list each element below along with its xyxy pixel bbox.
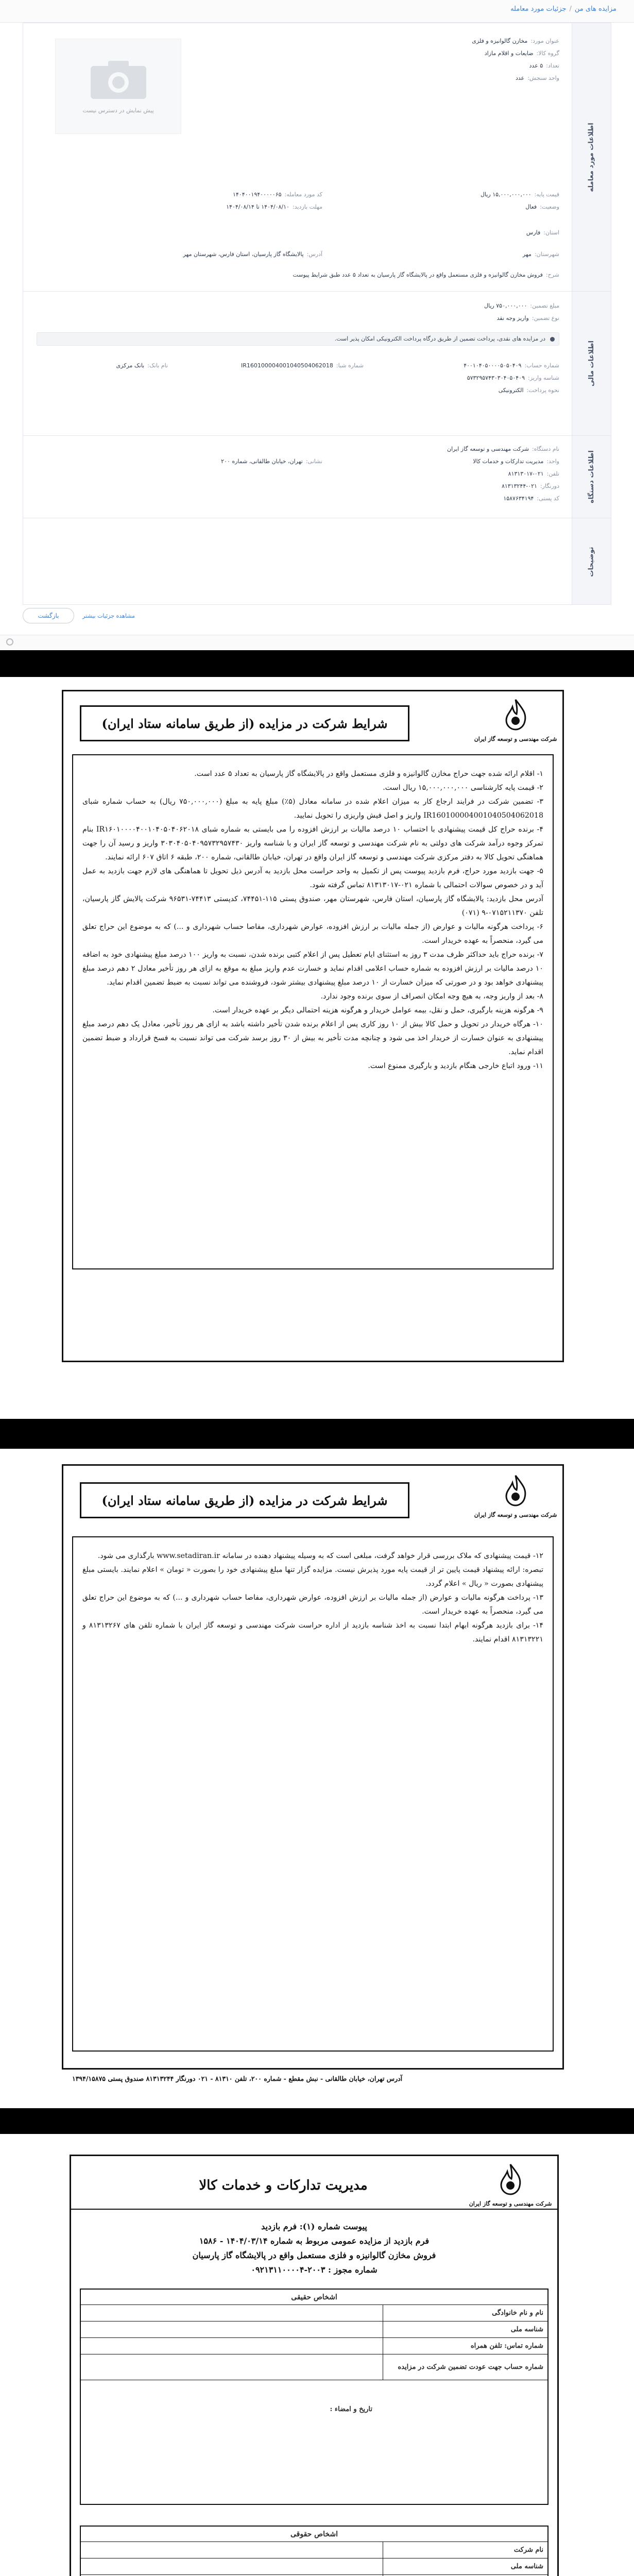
field-payer-id: شناسه واریز:۵۷۳۲۹۵۷۴۳۰۳۰۴۰۵۰۴۰۹ xyxy=(467,375,559,381)
term-item: ۳- تضمین شرکت در فرایند ارجاع کار به میزان اعلام شده در سامانه معادل (۵٪) مبلغ پایه به مبلغ (۷۵۰,۰۰۰,۰۰۰ ریال) به حساب شماره شبای IR160100004001040504062018 واریز و اصل فیش واریزی را تحویل نمایید. xyxy=(82,798,543,820)
field-description: شرح:فروش مخازن گالوانیزه و فلزی مستعمل واقع در پالایشگاه گاز پارسیان به تعداد ۵ عدد طبق شرایط پیوست xyxy=(293,272,559,278)
document-page-3 xyxy=(0,2134,634,2576)
table-row: شماره حساب جهت عودت تضمین شرکت در مزایده xyxy=(81,2354,547,2380)
top-bar xyxy=(0,0,634,23)
field-sheba: شماره شبا:IR160100004001040504062018 xyxy=(241,362,364,369)
table-row: نام و نام خانوادگی xyxy=(81,2305,547,2321)
form-line: پیوست شماره (۱): فرم بازدید xyxy=(261,2222,367,2231)
field-title: عنوان مورد:مخازن گالوانیزه و فلزی xyxy=(472,38,559,44)
field-deposit-type: نوع تضمین:واریز وجه نقد xyxy=(496,315,559,321)
term-item: ۷- برنده حراج باید حداکثر ظرف مدت ۳ روز به استثنای ایام تعطیل پس از اعلام کتبی برنده شدن، نسبت به واریز ۱۰۰ درصد مبلغ پیشنهادی خود به اضافه ۱۰ درصد مالیات بر ارزش افزوده به شماره حساب اعلامی اقدام نماید و خسارت عدم واریز مبلغ به موقع به ازای هر روز تأخیر معادل ۲ دهم درصد مبلغ پیشنهادی خواهد بود و در صورتی که میزان خسارت از ۱۰ درصد مبلغ پیشنهادی بیشتر شود، فروشنده می تواند نسبت به ضبط تضمین اقدام نماید. xyxy=(82,951,543,987)
field-org-postal: کد پستی:۱۵۸۷۶۳۴۱۹۴ xyxy=(503,495,559,502)
image-placeholder-icon xyxy=(88,59,149,102)
form-line: فرم بازدید از مزایده عمومی مربوط به شماره ۱۴۰۴/۰۳/۱۴ - ۱۵۸۶ xyxy=(199,2236,430,2246)
field-org-name: نام دستگاه:شرکت مهندسی و توسعه گاز ایران xyxy=(447,446,559,452)
table-row: شناسه ملی xyxy=(81,2558,547,2575)
term-item: ۱۰- هرگاه خریدار در تحویل و حمل کالا بیش از ۱۰ روز کاری پس از اعلام برنده شدن تأخیر داشته باشد به ازای هر روز تأخیر، معادل یک دهم درصد مبلغ پیشنهادی به عنوان خسارت از خریدار اخذ می شود و چنانچه مدت تأخیر به بیش از ۳۰ روز برسد شرکت می تواند نسبت به فسخ قرارداد و ضبط تضمین اقدام نماید. xyxy=(82,1020,543,1056)
term-item: ۹- هرگونه هزینه بارگیری، حمل و نقل، بیمه عوامل خریدار و هرگونه هزینه احتمالی دیگر بر عهده خریدار است. xyxy=(212,1006,543,1014)
field-org-fax: دورنگار:۰۲۱-۸۱۳۱۳۲۴۴ xyxy=(501,483,559,489)
document-footer-address: آدرس تهران، خیابان طالقانی - نبش مقطع - شماره ۲۰۰، تلفن ۸۱۳۱۰ - ۰۲۱ دورنگار ۸۱۳۱۳۲۴۴ صندوق پستی ۱۳۹۴/۱۵۸۷۵ xyxy=(72,2075,403,2082)
term-item: ۵- جهت بازدید مورد حراج، فرم بازدید پیوست پس از تکمیل به واحد حراست محل بازدید به آدرس ذیل تحویل تا هماهنگی های لازم جهت بازدید به عمل آید و در خصوص سوالات احتمالی با شماره ۰۲۱-۸۱۳۱۳۰۱۷ تماس گرفته شود. xyxy=(82,867,543,889)
section-divider xyxy=(23,291,611,292)
section-label-org: اطلاعات دستگاه xyxy=(587,450,595,503)
term-item: ۸- بعد از واریز وجه، به هیچ وجه امکان انصراف از سوی برنده وجود ندارد. xyxy=(320,992,543,1001)
term-item-address: آدرس محل بازدید: پالایشگاه گاز پارسیان، استان فارس، شهرستان مهر، صندوق پستی ۱۱۵-۷۴۴۵۱، کدپستی ۷۴۴۱۳-۹۶۵۳۱ شرکت پالایش گاز پارسیان، تلفن ۰۷۱۵۲۱۱۳۷۰-۹ (۰۷۱) xyxy=(82,895,543,917)
term-item: ۱۱- ورود اتباع خارجی هنگام بازدید و بارگیری ممنوع است. xyxy=(368,1062,543,1070)
field-unit: واحد سنجش:عدد xyxy=(515,75,559,81)
field-account: شماره حساب:۴۰۰۱۰۴۰۵۰۰۰۰۵۰۵۰۴۰۹ xyxy=(464,362,559,369)
scan-margin xyxy=(0,1419,634,1449)
natural-person-table xyxy=(80,2289,549,2505)
document-title: شرایط شرکت در مزایده (از طریق سامانه ستاد ایران) xyxy=(80,705,409,741)
flame-logo-icon xyxy=(494,2162,527,2198)
section-label-notes: توضیحات xyxy=(587,546,595,577)
breadcrumb-item-my-auctions[interactable]: مزایده های من xyxy=(574,5,616,13)
section-divider xyxy=(23,435,611,436)
field-city: شهرستان:مهر xyxy=(522,251,559,258)
flame-logo-icon xyxy=(499,1473,532,1510)
breadcrumb-item-current: جزئیات مورد معامله xyxy=(510,5,567,13)
section-label-column xyxy=(572,23,611,604)
flame-logo-icon xyxy=(499,698,532,734)
company-logo: شرکت مهندسی و توسعه گاز ایران xyxy=(474,2162,546,2207)
field-status: وضعیت:فعال xyxy=(525,204,559,210)
payment-notice-text: در مزایده های نقدی، پرداخت تضمین از طریق درگاه پرداخت الکترونیکی امکان پذیر است. xyxy=(334,335,545,342)
back-button[interactable]: بازگشت xyxy=(23,608,74,623)
term-item: ۶- پرداخت هرگونه مالیات و عوارض (از جمله مالیات بر ارزش افزوده، عوارض شهرداری، مفاصا حساب شهرداری و ...) که به موضوع این حراج تعلق می گیرد، منحصراً به عهده خریدار است. xyxy=(82,923,543,945)
scan-margin xyxy=(0,2108,634,2134)
document-page-1 xyxy=(0,677,634,1419)
header-rule xyxy=(70,2209,559,2210)
term-item: ۲- قیمت پایه کارشناسی ۱۵,۰۰۰,۰۰۰,۰۰۰ ریال است. xyxy=(383,784,543,792)
table-row: نام شرکت xyxy=(81,2542,547,2558)
term-item: ۱۴- برای بازدید هرگونه ابهام ابتدا نسبت به اخذ شناسه بازدید از اداره حراست شرکت مهندسی و توسعه گاز ایران با شماره تلفن های ۸۱۳۱۳۲۶۷ و ۸۱۳۱۳۲۲۱ اقدام نمایند. xyxy=(82,1621,543,1643)
company-logo: شرکت مهندسی و توسعه گاز ایران xyxy=(479,1473,552,1518)
table-row: شناسه ملی xyxy=(81,2321,547,2338)
table-header: اشخاص حقوقی xyxy=(81,2527,547,2542)
breadcrumb xyxy=(510,5,616,13)
form-line: شماره مجوز : ۲۰۰۳-۰۹۲۱۳۱۱۰۰۰۰۴ xyxy=(251,2265,378,2275)
field-visit: مهلت بازدید:۱۴۰۴/۰۸/۱۰ تا ۱۴۰۴/۰۸/۱۴ xyxy=(226,204,322,210)
attachment-toolbar xyxy=(0,635,634,649)
terms-list xyxy=(82,767,543,1073)
term-item: ۴- برنده حراج کل قیمت پیشنهادی با احتساب ۱۰ درصد مالیات بر ارزش افزوده را می بایستی به شماره شبای IR۱۶۰۱۰۰۰۰۴۰۰۱۰۴۰۵۰۴۰۶۲۰۱۸ بنام تمرکز وجوه درآمد شرکت های دولتی به نام شرکت مهندسی و توسعه گاز ایران و با شناسه واریز ۳۰۳۰۴۰۵۰۴۰۹۵۷۳۲۹۵۷۴۳۰ واریز و رسید آن را جهت هماهنگی تحویل کالا به دفتر مرکزی شرکت مهندسی و توسعه گاز ایران واقع در تهران، خیابان طالقانی، شماره ۲۰۰، طبقه ۶ اتاق ۶۰۷ ارائه نمایند. xyxy=(82,825,543,861)
legal-person-table xyxy=(80,2526,549,2576)
field-code: کد مورد معامله:۱۴۰۴۰۰۱۹۴۰۰۰۰۰۶۵ xyxy=(232,191,322,198)
document-title: شرایط شرکت در مزایده (از طریق سامانه ستاد ایران) xyxy=(80,1482,409,1518)
form-line: فروش مخازن گالوانیزه و فلزی مستعمل واقع در پالایشگاه گاز پارسیان xyxy=(192,2250,436,2260)
info-icon xyxy=(550,337,555,342)
field-payment-method: نحوه پرداخت:الکترونیکی xyxy=(498,387,559,394)
scan-margin xyxy=(0,650,634,677)
image-placeholder-caption: پیش نمایش در دسترس نیست xyxy=(82,107,154,114)
document-title: مدیریت تدارکات و خدمات کالا xyxy=(199,2178,368,2193)
table-row: شماره تماس: تلفن همراه xyxy=(81,2338,547,2354)
company-logo: شرکت مهندسی و توسعه گاز ایران xyxy=(479,698,552,742)
field-province: استان:فارس xyxy=(526,229,559,236)
term-note: تبصره: ارائه پیشنهاد قیمت پایین تر از قیمت پایه مورد پذیرش نیست. مزایده گزار تنها مبلغ پیشنهادی خود را بصورت « تومان » اعلام نمایند. بایستی مبلغ پیشنهادی بصورت « ریال » اعلام گردد. xyxy=(82,1566,543,1588)
field-bank: نام بانک:بانک مرکزی xyxy=(116,362,168,369)
zoom-icon[interactable] xyxy=(6,638,13,646)
more-details-link[interactable]: مشاهده جزئیات بیشتر xyxy=(82,613,135,619)
signature-label: تاریخ و امضاء : xyxy=(330,2405,372,2413)
field-org-phone: تلفن:۰۲۱-۸۱۳۱۳۰۱۷ xyxy=(508,470,559,477)
field-org-unit: واحد:مدیریت تدارکات و خدمات کالا xyxy=(473,458,559,465)
table-header: اشخاص حقیقی xyxy=(81,2290,547,2305)
details-card xyxy=(23,23,611,605)
payment-notice xyxy=(37,332,559,346)
section-label-item-info: اطلاعات مورد معامله xyxy=(587,122,595,192)
field-quantity: تعداد:۵ عدد xyxy=(529,62,559,69)
item-image-placeholder xyxy=(55,39,181,134)
field-category: گروه کالا:ضایعات و اقلام مازاد xyxy=(484,50,559,57)
document-page-2 xyxy=(0,1449,634,2108)
field-org-address: نشانی:تهران، خیابان طالقانی، شماره ۲۰۰ xyxy=(221,458,322,465)
breadcrumb-separator: / xyxy=(569,5,572,13)
term-item: ۱۳- پرداخت هرگونه مالیات و عوارض (از جمله مالیات بر ارزش افزوده، عوارض شهرداری، مفاصا حساب شهرداری و ...) که به موضوع این حراج تعلق می گیرد، منحصراً به عهده خریدار است. xyxy=(82,1594,543,1616)
field-base-price: قیمت پایه:۱۵,۰۰۰,۰۰۰,۰۰۰ ریال xyxy=(480,191,559,198)
term-item: ۱- اقلام ارائه شده جهت حراج مخازن گالوانیزه و فلزی مستعمل واقع در پالایشگاه گاز پارسیان به تعداد ۵ عدد است. xyxy=(194,770,543,778)
field-address: آدرس:پالایشگاه گاز پارسیان، استان فارس، شهرستان مهر xyxy=(183,251,322,258)
section-label-financial: اطلاعات مالی xyxy=(587,340,595,386)
field-deposit: مبلغ تضمین:۷۵۰,۰۰۰,۰۰۰ ریال xyxy=(484,302,559,309)
term-item: ۱۲- قیمت پیشنهادی که ملاک بررسی قرار خواهد گرفت، مبلغی است که به وسیله پیشنهاد دهنده در سامانه www.setadiran.ir بارگذاری می شود. xyxy=(97,1552,543,1560)
terms-list xyxy=(82,1549,543,1647)
